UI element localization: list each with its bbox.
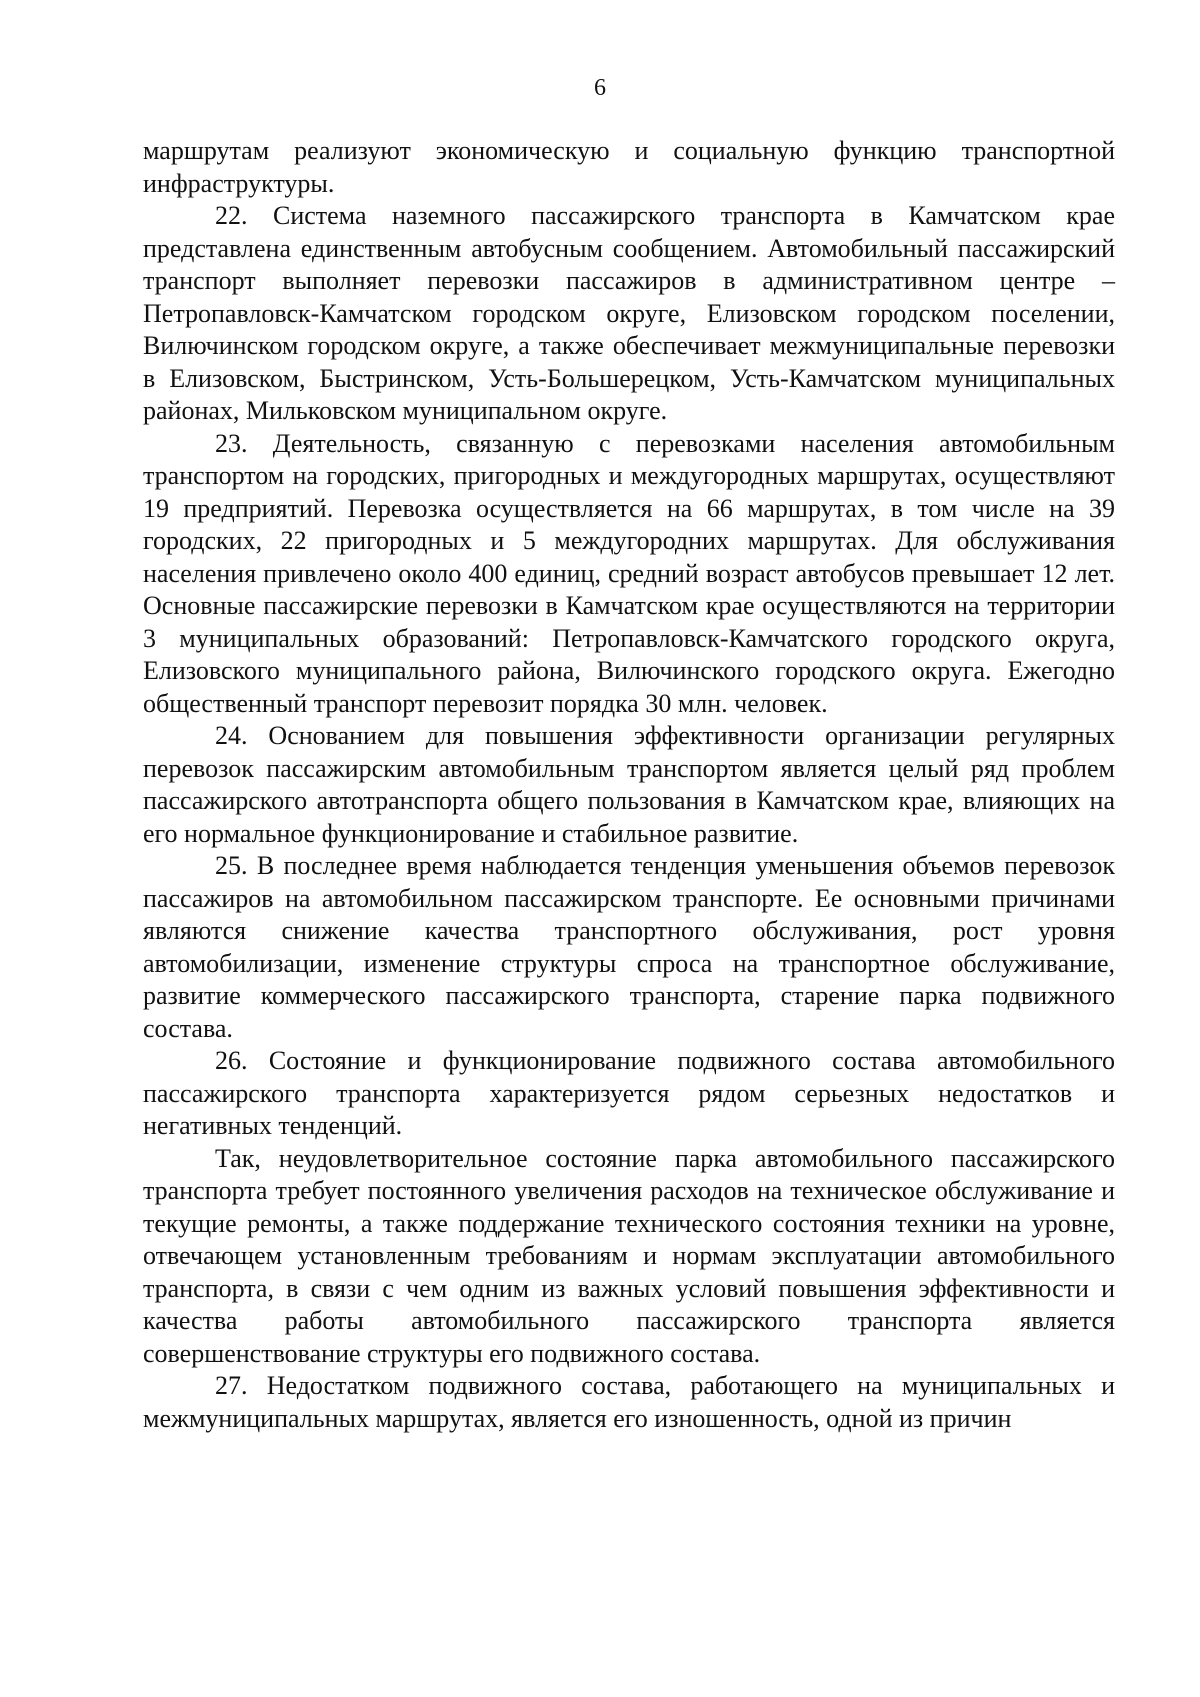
paragraph-22: 22. Система наземного пассажирского транспорта в Камчатском крае представлена единственным автобусным сообщением. Автомобильный пассажирский транспорт выполняет перевозки пассажиров в административном центре – Петропавловск-Камчатском городском округе, Елизовском городском поселении, Вилючинском городском округе, а также обеспечивает межмуниципальные перевозки в Елизовском, Быстринском, Усть-Большерецком, Усть-Камчатском муниципальных районах, Мильковском муниципальном округе. [143, 201, 1115, 425]
paragraph-23: 23. Деятельность, связанную с перевозками населения автомобильным транспортом на городских, пригородных и междугородных маршрутах, осуществляют 19 предприятий. Перевозка осуществляется на 66 маршрутах, в том числе на 39 городских, 22 пригородных и 5 междугородних маршрутах. Для обслуживания населения привлечено около 400 единиц, средний возраст автобусов превышает 12 лет. Основные пассажирские перевозки в Камчатском крае осуществляются на территории 3 муниципальных образований: Петропавловск-Камчатского городского округа, Елизовского муниципального района, Вилючинского городского округа. Ежегодно общественный транспорт перевозит порядка 30 млн. человек. [143, 428, 1115, 718]
paragraph-continuation: маршрутам реализуют экономическую и социальную функцию транспортной инфраструктуры. [143, 136, 1115, 198]
paragraph-24: 24. Основанием для повышения эффективности организации регулярных перевозок пассажирским автомобильным транспортом является целый ряд проблем пассажирского автотранспорта общего пользования в Камчатском крае, влияющих на его нормальное функционирование и стабильное развитие. [143, 721, 1115, 848]
page-number: 6 [594, 75, 606, 101]
paragraph-27: 27. Недостатком подвижного состава, работающего на муниципальных и межмуниципальных маршрутах, является его изношенность, одной из причин [143, 1371, 1115, 1433]
paragraph-25: 25. В последнее время наблюдается тенденция уменьшения объемов перевозок пассажиров на автомобильном пассажирском транспорте. Ее основными причинами являются снижение качества транспортного обслуживания, рост уровня автомобилизации, изменение структуры спроса на транспортное обслуживание, развитие коммерческого пассажирского транспорта, старение парка подвижного состава. [143, 851, 1115, 1043]
paragraph-26-continued: Так, неудовлетворительное состояние парка автомобильного пассажирского транспорта требует постоянного увеличения расходов на техническое обслуживание и текущие ремонты, а также поддержание технического состояния техники на уровне, отвечающем установленным требованиям и нормам эксплуатации автомобильного транспорта, в связи с чем одним из важных условий повышения эффективности и качества работы автомобильного пассажирского транспорта является совершенствование структуры его подвижного состава. [143, 1143, 1115, 1368]
body-text [143, 135, 1115, 1435]
paragraph-26: 26. Состояние и функционирование подвижного состава автомобильного пассажирского транспорта характеризуется рядом серьезных недостатков и негативных тенденций. [143, 1046, 1115, 1140]
